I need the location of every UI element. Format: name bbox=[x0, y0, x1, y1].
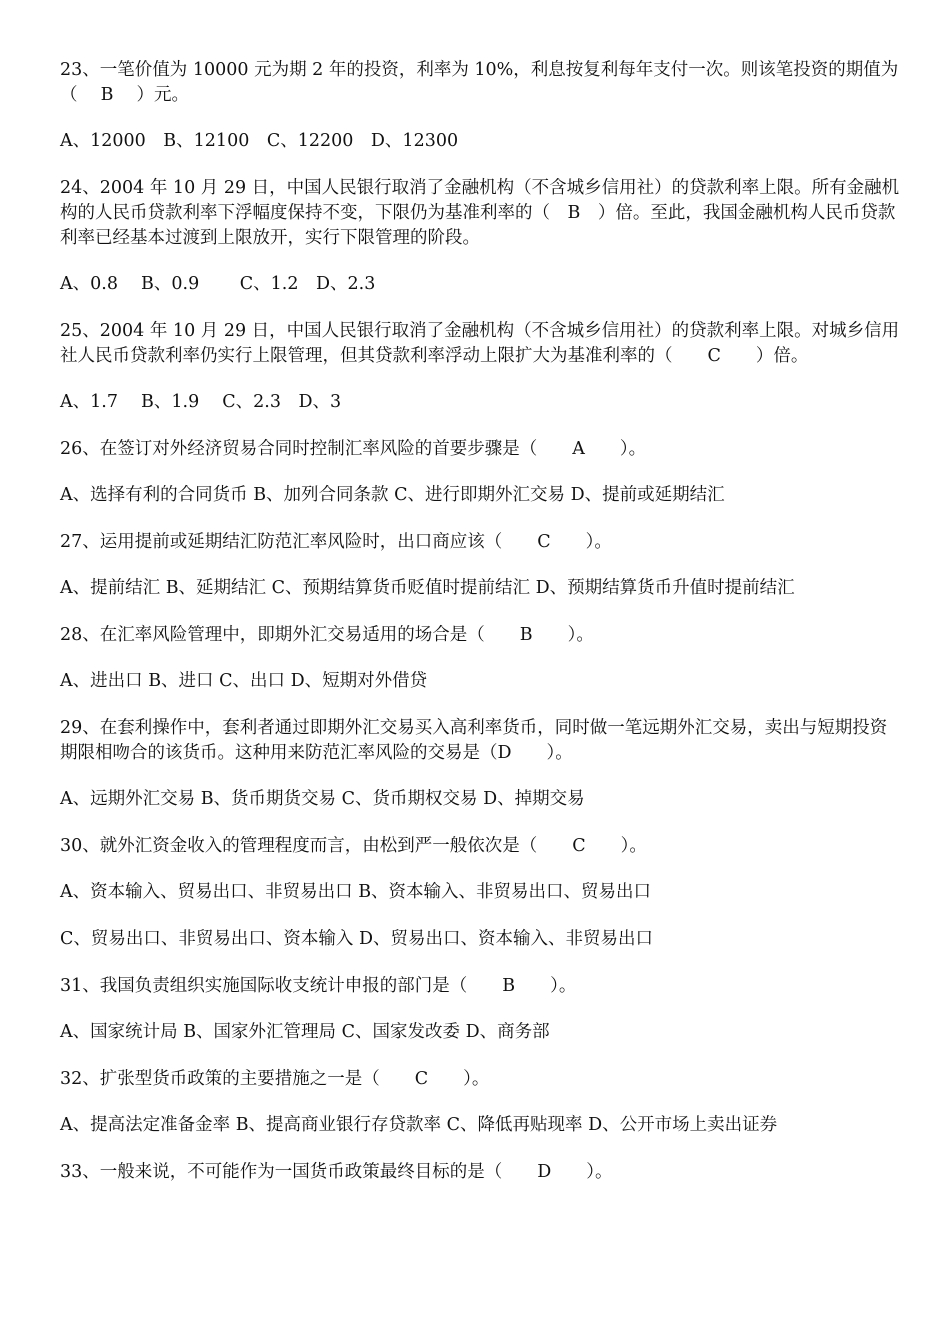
question-24-options: A、0.8 B、0.9 C、1.2 D、2.3 bbox=[60, 274, 376, 294]
question-29-options: A、远期外汇交易 B、货币期货交易 C、货币期权交易 D、掉期交易 bbox=[60, 789, 585, 809]
question-30-options-cd: C、贸易出口、非贸易出口、资本输入 D、贸易出口、资本输入、非贸易出口 bbox=[60, 929, 653, 949]
question-26-stem: 26、在签订对外经济贸易合同时控制汇率风险的首要步骤是（ A ）。 bbox=[60, 439, 647, 459]
question-32-options: A、提高法定准备金率 B、提高商业银行存贷款率 C、降低再贴现率 D、公开市场上卖出证券 bbox=[60, 1115, 778, 1135]
question-32-stem: 32、扩张型货币政策的主要措施之一是（ C ）。 bbox=[60, 1069, 490, 1089]
question-24-stem: 24、2004 年 10 月 29 日，中国人民银行取消了金融机构（不含城乡信用社）的贷款利率上限。所有金融机构的人民币贷款利率下浮幅度保持不变，下限仍为基准利率的（ B ）倍。至此，我国金融机构人民币贷款利率已经基本过渡到上限放开，实行下限管理的阶段。 bbox=[60, 178, 900, 248]
question-23-stem: 23、一笔价值为 10000 元为期 2 年的投资，利率为 10%，利息按复利每年支付一次。则该笔投资的期值为（ B ）元。 bbox=[60, 60, 899, 105]
question-31-stem: 31、我国负责组织实施国际收支统计申报的部门是（ B ）。 bbox=[60, 976, 577, 996]
question-23-options: A、12000 B、12100 C、12200 D、12300 bbox=[60, 131, 459, 151]
question-31-options: A、国家统计局 B、国家外汇管理局 C、国家发改委 D、商务部 bbox=[60, 1022, 550, 1042]
question-33-stem: 33、一般来说，不可能作为一国货币政策最终目标的是（ D ）。 bbox=[60, 1162, 613, 1182]
question-27-stem: 27、运用提前或延期结汇防范汇率风险时，出口商应该（ C ）。 bbox=[60, 532, 612, 552]
question-26-options: A、选择有利的合同货币 B、加列合同条款 C、进行即期外汇交易 D、提前或延期结汇 bbox=[60, 485, 725, 505]
question-29-stem: 29、在套利操作中，套利者通过即期外汇交易买入高利率货币，同时做一笔远期外汇交易，卖出与短期投资期限相吻合的该货币。这种用来防范汇率风险的交易是（D ）。 bbox=[60, 718, 888, 763]
question-30-options-ab: A、资本输入、贸易出口、非贸易出口 B、资本输入、非贸易出口、贸易出口 bbox=[60, 882, 652, 902]
question-27-options: A、提前结汇 B、延期结汇 C、预期结算货币贬值时提前结汇 D、预期结算货币升值时提前结汇 bbox=[60, 578, 795, 598]
question-28-options: A、进出口 B、进口 C、出口 D、短期对外借贷 bbox=[60, 671, 428, 691]
question-30-stem: 30、就外汇资金收入的管理程度而言，由松到严一般依次是（ C ）。 bbox=[60, 836, 647, 856]
question-25-options: A、1.7 B、1.9 C、2.3 D、3 bbox=[60, 392, 342, 412]
question-25-stem: 25、2004 年 10 月 29 日，中国人民银行取消了金融机构（不含城乡信用社）的贷款利率上限。对城乡信用社人民币贷款利率仍实行上限管理，但其贷款利率浮动上限扩大为基准利率的（ C ）倍。 bbox=[60, 321, 900, 366]
document-page bbox=[60, 58, 900, 1206]
question-28-stem: 28、在汇率风险管理中，即期外汇交易适用的场合是（ B ）。 bbox=[60, 625, 594, 645]
